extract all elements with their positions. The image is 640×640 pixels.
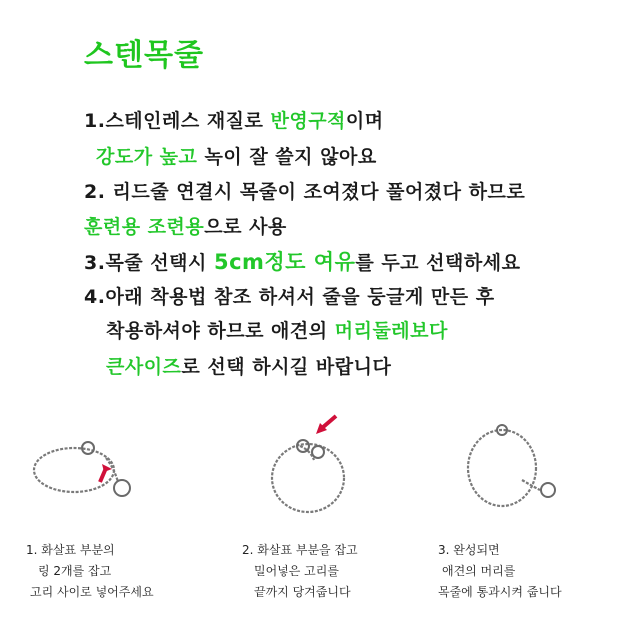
instruction-line-1 bbox=[84, 106, 384, 133]
ring bbox=[312, 446, 324, 458]
caption-line: 애견의 머리를 bbox=[442, 564, 516, 578]
chain-icon bbox=[468, 430, 540, 506]
text-segment: 1.스테인레스 재질로 bbox=[84, 110, 271, 132]
highlight-text: 머리둘레보다 bbox=[334, 320, 448, 342]
ring bbox=[541, 483, 555, 497]
text-segment: 녹이 잘 쓸지 않아요 bbox=[197, 146, 377, 168]
highlight-text: 훈련용 조련용 bbox=[84, 216, 205, 238]
step-caption-3 bbox=[438, 540, 562, 603]
instruction-line-3 bbox=[84, 246, 520, 276]
arrow-icon bbox=[316, 416, 336, 434]
caption-line: 목줄에 통과시켜 줍니다 bbox=[438, 585, 562, 599]
step-caption-2 bbox=[242, 540, 358, 603]
text-segment: 를 두고 선택하세요 bbox=[355, 252, 521, 274]
text-segment: 으로 사용 bbox=[204, 216, 287, 238]
instruction-line-4: 4.아래 착용법 참조 하셔서 줄을 둥글게 만든 후 bbox=[84, 286, 495, 308]
chain-icon bbox=[272, 444, 344, 512]
caption-line: 끝까지 당겨줍니다 bbox=[254, 585, 351, 599]
caption-line: 링 2개를 잡고 bbox=[38, 564, 112, 578]
caption-line: 밀어넣은 고리를 bbox=[254, 564, 339, 578]
instruction-line-1-cont bbox=[96, 142, 377, 169]
instruction-line-2: 2. 리드줄 연결시 목줄이 조여졌다 풀어졌다 하므로 bbox=[84, 181, 526, 203]
text-segment: 로 선택 하시길 바랍니다 bbox=[181, 356, 392, 378]
text-segment: 3.목줄 선택시 bbox=[84, 252, 214, 274]
text-segment: 착용하셔야 하므로 애견의 bbox=[106, 320, 335, 342]
page-title: 스텐목줄 bbox=[84, 38, 204, 73]
highlight-text: 5cm정도 여유 bbox=[213, 250, 356, 274]
instruction-line-4-cont2 bbox=[106, 352, 391, 379]
highlight-text: 큰사이즈 bbox=[106, 356, 182, 378]
instruction-line-2-cont bbox=[84, 212, 287, 239]
caption-line: 3. 완성되면 bbox=[438, 543, 500, 557]
text-segment: 이며 bbox=[345, 110, 384, 132]
highlight-text: 강도가 높고 bbox=[96, 146, 198, 168]
chain-illustration-step-1 bbox=[22, 420, 162, 520]
highlight-text: 반영구적 bbox=[270, 110, 346, 132]
instruction-line-4-cont bbox=[106, 316, 448, 343]
step-caption-1 bbox=[26, 540, 154, 603]
caption-line: 고리 사이로 넣어주세요 bbox=[30, 585, 154, 599]
chain-illustration-step-3 bbox=[440, 420, 580, 520]
caption-line: 2. 화살표 부분을 잡고 bbox=[242, 543, 358, 557]
chain-illustration-step-2 bbox=[248, 410, 388, 520]
ring bbox=[114, 480, 130, 496]
caption-line: 1. 화살표 부분의 bbox=[26, 543, 115, 557]
